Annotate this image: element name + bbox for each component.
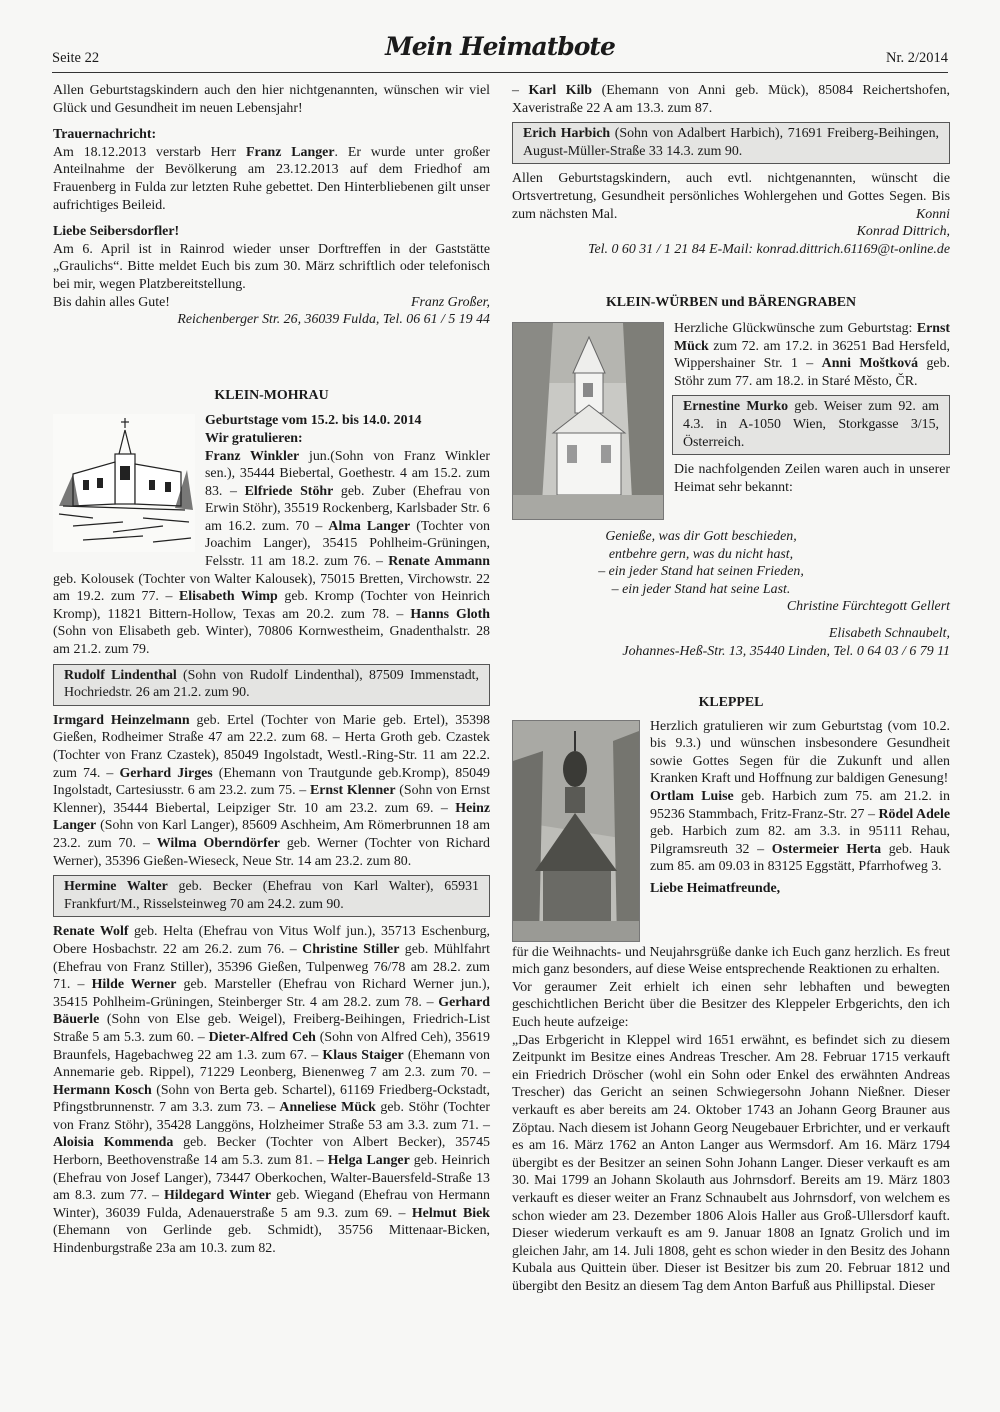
signature-contact: Tel. 0 60 31 / 1 21 84 E-Mail: konrad.dittrich.61169@t-online.de <box>588 241 950 257</box>
klein-wuerben-birthdays: Herzliche Glückwünsche zum Geburtstag: Ernst Mück zum 72. am 17.2. in 36251 Bad Hersfeld, Wippershainer Str. 1 – Anni Moštková geb. Stöhr zum 77. am 18.2. in Staré Město, ČR. <box>674 320 950 389</box>
seibersdorf-text: Am 6. April ist in Rainrod wieder unser Dorftreffen in der Gaststätte „Graulichs“. Bitte meldet Euch bis zum 30. März schriftlich oder telefonisch bei mir, wegen Platzbereitstellung. <box>53 241 490 292</box>
seibersdorf-address: Reichenberger Str. 26, 36039 Fulda, Tel. 06 61 / 5 19 44 <box>177 312 490 328</box>
klein-mohrau-birthdays-2: Irmgard Heinzelmann geb. Ertel (Tochter von Marie geb. Ertel), 35398 Gießen, Rodheimer Straße 47 am 22.2. zum 68. – Herta Groth geb. Czastek (Tochter von Franz Czastek), 85049 Ingolstadt, Westl.-Ring-Str. 11 am 22.2. zum 74. – Gerhard Jirges (Ehemann von Trautgunde geb.Kromp), 85049 Ingolstadt, Cartesiusstr. 6 am 23.2. zum 75. – Ernst Klenner (Sohn von Ernst Klenner), 35444 Biebertal, Leipziger Str. 10 am 23.2. zum 69. – Heinz Langer (Sohn von Karl Langer), 85609 Aschheim, Am Römerbrunnen 18 am 23.2. zum 70. – Wilma Oberndörfer geb. Werner (Tochter von Richard Werner), 35396 Gießen-Wieseck, Neue Str. 14 am 23.2. zum 80. <box>53 712 490 869</box>
poem-line-2: entbehre gern, was du nicht hast, <box>608 546 794 562</box>
right-column <box>512 82 950 1296</box>
trauer-text: Am 18.12.2013 verstarb Herr Franz Langer. Er wurde unter großer Anteilnahme der Bevölkerung am 23.12.2013 auf dem Friedhof am Frauenberg in Fulda zur letzten Ruhe gebettet. Den Hinterbliebenen gilt unser aufrichtiges Beileid. <box>53 144 491 213</box>
kleppel-heading: KLEPPEL <box>698 695 764 711</box>
poem-line-3: – ein jeder Stand hat seinen Frieden, <box>598 564 804 580</box>
klein-wuerben-heading: KLEIN-WÜRBEN und BÄRENGRABEN <box>605 295 857 311</box>
seibersdorf-heading: Liebe Seibersdorfler! <box>53 224 180 240</box>
poem <box>512 528 950 598</box>
kleppel-history: „Das Erbgericht in Kleppel wird 1651 erwähnt, es befindet sich zu diesem Zeitpunkt im Besitze eines Andreas Trescher. Am 28. Februar 1715 verkauft ein Friedrich Dröscher (wohl ein Sohn oder Enkel des erwähnten Andreas Trescher) das Gericht an seinen Schwiegersohn Johann Nießner. Dieser verkauft es aber bereits am 24. Oktober 1743 an Johann Georg Brauner aus Zöptau. Nach diesem ist Johann Georg Neugebauer Erbrichter, und er verkauft es am 16. März 1762 an Anton Langer aus Wermsdorf. Am 16. März 1794 übergibt es der Besitzer an seinen Sohn Johann Langer. Dieser verkauft es am 30. Mai 1799 an Johann Skolauth aus Johrnsdorf. Bereits am 19. März 1803 verkauft es dieser weiter an Franz Schnaubelt aus Johrnsdorf, von welchem es schon wieder am 23. Dezember 1806 Alois Haller aus Groß-Ullersdorf kauft. Dieser wiederum verkauft es am 9. Januar 1808 an Ignatz Grolich und im gleichen Jahr, am 14. Juli 1808, geht es schon wieder in den Besitz des Johann Kubala aus Quittein über. Dieser ist Besitzer bis zum 20. Februar 1812 und übergibt den Besitz an diesem Tag dem Anton Barfuß aus Phillipstal. Dieser <box>512 1032 950 1294</box>
trauer-heading: Trauernachricht: <box>53 127 157 143</box>
klein-mohrau-continued: – Karl Kilb (Ehemann von Anni geb. Mück), 85084 Reichertshofen, Xaveristraße 22 A am 13.3. zum 87. <box>512 83 951 116</box>
kleppel-thanks: für die Weihnachts- und Neujahrsgrüße danke ich Euch ganz herzlich. Es freut mich ganz besonders, auf diese Weise entsprechende Reaktionen zu erhalten. <box>512 944 950 978</box>
klein-mohrau-birthdays-1: Franz Winkler jun.(Sohn von Franz Winkler sen.), 35444 Biebertal, Goethestr. 4 am 15.2. zum 83. – Elfriede Stöhr geb. Zuber (Ehefrau von Erwin Stöhr), 35519 Rockenberg, Karlsbader Str. 6 am 16.2. zum. 70 – Alma Langer (Tochter von Joachim Langer), 35415 Pohlheim-Grüningen, Felsstr. 11 am 18.2. zum 76. – Renate Ammann geb. Kolousek (Tochter von Walter Kalousek), 75015 Bretten, Virchowstr. 22 am 19.2. zum 77. – Elisabeth Wimp geb. Kromp (Tochter von Heinrich Kromp), 11821 Bittern-Hollow, Texas am 20.2. zum 78. – Hanns Gloth (Sohn von Elisabeth geb. Winter), 70806 Kornwestheim, Gnadenthalstr. 28 am 21.2. zum 79. <box>53 448 491 658</box>
kw-signature-contact: Johannes-Heß-Str. 13, 35440 Linden, Tel. 0 64 03 / 6 79 11 <box>622 643 950 659</box>
issue-number: Nr. 2/2014 <box>885 50 948 66</box>
seibersdorf-farewell: Bis dahin alles Gute! Franz Großer, <box>53 294 490 310</box>
poem-line-1: Genieße, was dir Gott beschieden, <box>605 528 797 544</box>
klein-wuerben-intro-poem: Die nachfolgenden Zeilen waren auch in unserer Heimat sehr bekannt: <box>674 462 950 495</box>
wooden-church-photo <box>512 720 640 942</box>
klein-mohrau-greeting: Wir gratulieren: <box>205 430 303 446</box>
closing-wishes: Allen Geburtstagskindern, auch evtl. nichtgenannten, wünscht die Ortsvertretung, Gesundheit persönliches Wohlergehen und Gottes Segen. Bis zum nächsten Mal. <box>512 171 950 222</box>
klein-mohrau-dates: Geburtstage vom 15.2. bis 14.0. 2014 <box>205 413 422 429</box>
highlight-box-harbich: Erich Harbich (Sohn von Adalbert Harbich), 71691 Freiberg-Beihingen, August-Müller-Straße 33 14.3. zum 90. <box>512 122 950 164</box>
highlight-box-murko: Ernestine Murko geb. Weiser zum 92. am 4.3. in A-1050 Wien, Storkgasse 3/15, Österreich. <box>672 395 950 455</box>
kleppel-report-intro: Vor geraumer Zeit erhielt ich einen sehr lebhaften und bewegten geschichtlichen Bericht über die Besitzer des Kleppeler Erbgerichts, den ich Euch heute aufzeige: <box>512 979 950 1031</box>
kleppel-wishes: Herzlich gratulieren wir zum Geburtstag (vom 10.2. bis 9.3.) und wünschen insbesondere Gesundheit sowie Gottes Segen für die Zukunft und allen Kranken Kraft und Hoffnung zur baldigen Genesung! <box>650 718 950 787</box>
page-header <box>52 32 948 73</box>
klein-mohrau-birthdays-3: Renate Wolf geb. Helta (Ehefrau von Vitus Wolf jun.), 35713 Eschenburg, Obere Hosbachstr. 22 am 26.2. zum 76. – Christine Stiller geb. Mühlfahrt (Ehefrau von Franz Stiller), 35396 Gießen, Tulpenweg 76/78 am 28.2. zum 71. – Hilde Werner geb. Marsteller (Ehefrau von Richard Werner jun.), 35415 Pohlheim-Grüningen, Steinberger Str. 4 am 28.2. zum 78. – Gerhard Bäuerle (Sohn von Else geb. Weigel), Freiberg-Beihingen, Friedrich-List Straße 5 am 5.3. zum 60. – Dieter-Alfred Ceh (Sohn von Alfred Ceh), 35619 Braunfels, Hagebachweg 22 am 1.3. zum 67. – Klaus Staiger (Ehemann von Annemarie geb. Rippel), 71229 Leonberg, Bienenweg 7 am 2.3. zum 70. – Hermann Kosch (Sohn von Berta geb. Schartel), 61169 Friedberg-Ockstadt, Pfingstbrunnenstr. 7 am 3.3. zum 73. – Anneliese Mück geb. Stöhr (Tochter von Franz Stöhr), 35428 Langgöns, Holzheimer Straße 53 am 3.3. zum 71. – Aloisia Kommenda geb. Becker (Tochter von Albert Becker), 35745 Herborn, Beethovenstraße 14 am 5.3. zum 81. – Helga Langer geb. Heinrich (Ehefrau von Josef Langer), 73447 Oberkochen, Walter-Bauersfeld-Straße 13 am 8.3. zum 77. – Hildegard Winter geb. Wiegand (Ehefrau von Hermann Winter), 36039 Fulda, Adenauerstraße 5 am 9.3. zum 69. – Helmut Biek (Ehemann von Gerlinde geb. Schmidt), 35756 Mittenaar-Bicken, Hindenburgstraße 23a am 10.3. zum 82. <box>53 924 491 1257</box>
church-sketch-image <box>53 414 195 552</box>
chapel-photo <box>512 322 664 520</box>
kleppel-birthdays: Ortlam Luise geb. Harbich zum 75. am 21.2. in 95236 Stammbach, Fritz-Franz-Str. 27 – Rödel Adele geb. Harbich zum 82. am 3.3. in 95111 Rehau, Pilgramsreuth 32 – Ostermeier Herta geb. Hauk zum 85. am 09.03 in 83125 Eggstätt, Pfarrhofweg 3. <box>650 789 950 875</box>
kleppel-greeting: Liebe Heimatfreunde, <box>650 881 781 897</box>
poem-author: Christine Fürchtegott Gellert <box>786 599 950 615</box>
poem-line-4: – ein jeder Stand hat seine Last. <box>611 581 791 597</box>
left-column <box>53 82 490 1258</box>
intro-text: Allen Geburtstagskindern auch den hier nichtgenannten, wünschen wir viel Glück und Gesundheit im neuen Lebensjahr! <box>53 83 490 116</box>
signature-konni: Konni <box>916 206 950 222</box>
highlight-box-lindenthal: Rudolf Lindenthal (Sohn von Rudolf Lindenthal), 87509 Immenstadt, Hochriedstr. 26 am 21.2. zum 90. <box>53 664 490 706</box>
signature-name: Konrad Dittrich, <box>856 224 950 240</box>
kw-signature-name: Elisabeth Schnaubelt, <box>828 625 950 641</box>
page-number: Seite 22 <box>52 50 100 66</box>
masthead-logo: Mein Heimatbote <box>385 32 615 61</box>
highlight-box-walter: Hermine Walter geb. Becker (Ehefrau von Karl Walter), 65931 Frankfurt/M., Risselsteinweg 70 am 24.2. zum 90. <box>53 875 490 917</box>
klein-mohrau-heading: KLEIN-MOHRAU <box>214 387 329 403</box>
